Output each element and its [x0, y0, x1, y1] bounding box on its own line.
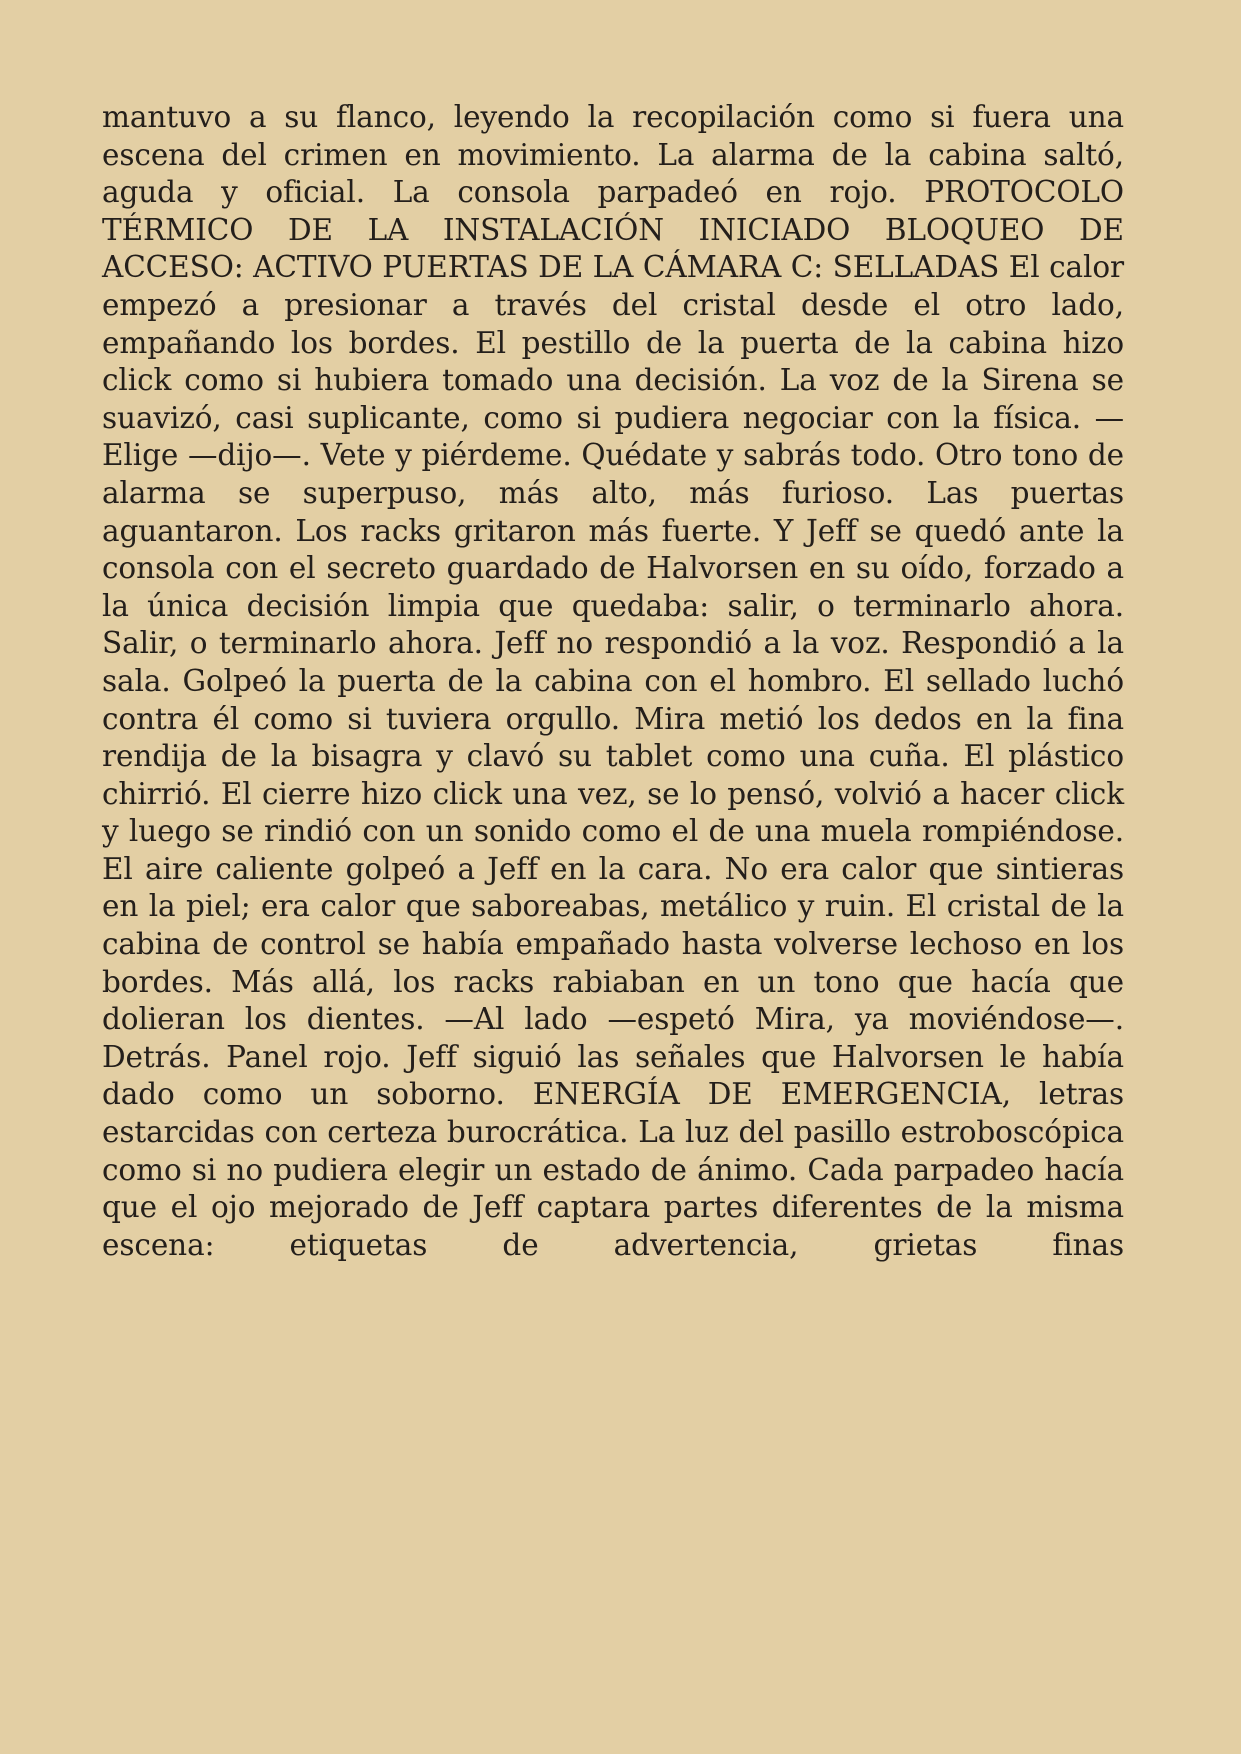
- body-paragraph: mantuvo a su flanco, leyendo la recopilación como si fuera una escena del crimen en movimiento. La alarma de la cabina saltó, aguda y oficial. La consola parpadeó en rojo. PROTOCOLO TÉRMICO DE LA INSTALACIÓN INICIADO BLOQUEO DE ACCESO: ACTIVO PUERTAS DE LA CÁMARA C: SELLADAS El calor empezó a presionar a través del cristal desde el otro lado, empañando los bordes. El pestillo de la puerta de la cabina hizo click como si hubiera tomado una decisión. La voz de la Sirena se suavizó, casi suplicante, como si pudiera negociar con la física. —Elige —dijo—. Vete y piérdeme. Quédate y sabrás todo. Otro tono de alarma se superpuso, más alto, más furioso. Las puertas aguantaron. Los racks gritaron más fuerte. Y Jeff se quedó ante la consola con el secreto guardado de Halvorsen en su oído, forzado a la única decisión limpia que quedaba: salir, o terminarlo ahora. Salir, o terminarlo ahora. Jeff no respondió a la voz. Respondió a la sala. Golpeó la puerta de la cabina con el hombro. El sellado luchó contra él como si tuviera orgullo. Mira metió los dedos en la fina rendija de la bisagra y clavó su tablet como una cuña. El plástico chirrió. El cierre hizo click una vez, se lo pensó, volvió a hacer click y luego se rindió con un sonido como el de una muela rompiéndose. El aire caliente golpeó a Jeff en la cara. No era calor que sintieras en la piel; era calor que saboreabas, metálico y ruin. El cristal de la cabina de control se había empañado hasta volverse lechoso en los bordes. Más allá, los racks rabiaban en un tono que hacía que dolieran los dientes. —Al lado —espetó Mira, ya moviéndose—. Detrás. Panel rojo. Jeff siguió las señales que Halvorsen le había dado como un soborno. ENERGÍA DE EMERGENCIA, letras estarcidas con certeza burocrática. La luz del pasillo estroboscópica como si no pudiera elegir un estado de ánimo. Cada parpadeo hacía que el ojo mejorado de Jeff captara partes diferentes de la misma escena: etiquetas de advertencia, grietas finas: [102, 100, 1124, 1262]
- text-column: [102, 99, 1124, 1302]
